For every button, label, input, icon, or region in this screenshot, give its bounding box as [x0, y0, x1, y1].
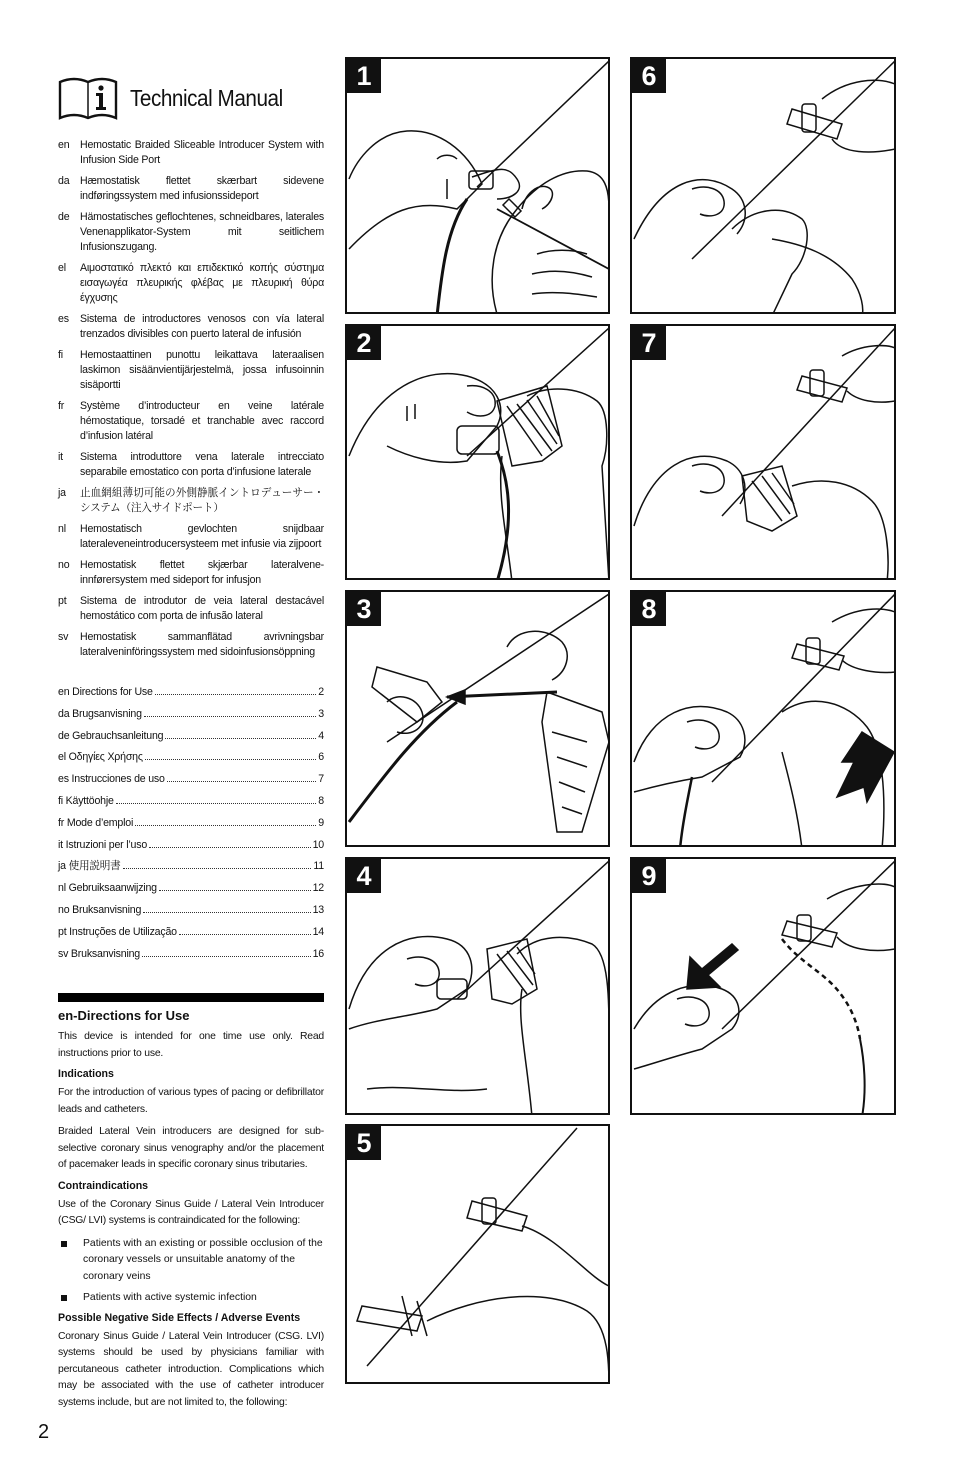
toc-entry[interactable]: [58, 856, 324, 878]
toc-leader: [167, 781, 317, 782]
language-code: pt: [58, 595, 67, 607]
toc-label: en Directions for Use: [58, 686, 153, 698]
toc-leader: [145, 759, 317, 760]
language-code: en: [58, 139, 70, 151]
toc-entry[interactable]: [58, 813, 324, 835]
language-entry: [58, 594, 324, 624]
step-illustration-8: [632, 592, 896, 847]
step-illustration-4: [347, 859, 610, 1115]
language-entry: [58, 174, 324, 204]
language-code: ja: [58, 487, 66, 499]
toc-entry[interactable]: [58, 835, 324, 857]
language-title: Hemostatisk sammanflätad avrivningsbar lateralveninföringssystem med sidoinfusionsöppning: [80, 631, 324, 658]
language-code: fr: [58, 400, 65, 412]
bullet-item: Patients with active systemic infection: [58, 1290, 324, 1307]
language-entry: [58, 348, 324, 393]
toc-entry[interactable]: [58, 922, 324, 944]
step-illustration-1: [347, 59, 610, 314]
toc-page: 13: [312, 903, 324, 916]
step-number-7: 7: [632, 326, 666, 360]
step-panel-9: [630, 857, 896, 1115]
toc-leader: [165, 738, 316, 739]
language-title: Αιμοστατικό πλεκτό και επιδεκτικό κοπής σύστημα εισαγωγέα πλευρικής φλέβας με πλευρική θύρα έγχυσης: [80, 262, 324, 304]
language-title: Hämostatisches geflochtenes, schneidbares, laterales Venenapplikator-System mit seitlichem Infusionszugang.: [80, 211, 324, 253]
step-number-9: 9: [632, 859, 666, 893]
toc-label: no Bruksanvisning: [58, 903, 142, 916]
language-code: de: [58, 211, 70, 223]
step-number-5: 5: [347, 1126, 381, 1160]
toc-page: 14: [312, 925, 324, 938]
toc-entry[interactable]: [58, 878, 324, 900]
toc-entry[interactable]: [58, 726, 324, 748]
toc-leader: [142, 956, 311, 957]
step-illustration-5: [347, 1126, 610, 1384]
indications-text-2: Braided Lateral Vein introducers are designed for sub-selective coronary sinus venography and/or the placement of pacemaker leads in specific coronary sinus tributaries.: [58, 1126, 324, 1171]
step-number-4: 4: [347, 859, 381, 893]
language-entry: [58, 558, 324, 588]
language-title: Hemostatisch gevlochten snijdbaar lateraleveneintroducersysteem met infusie via zijpoort: [80, 523, 324, 550]
step-number-3: 3: [347, 592, 381, 626]
step-number-8: 8: [632, 592, 666, 626]
info-manual-icon: [58, 74, 118, 122]
toc-leader: [179, 934, 311, 935]
language-title: Hemostatisk flettet skjærbar lateralvene-innførersystem med sideport for infusjon: [80, 559, 324, 586]
language-title: Sistema de introductores venosos con vía lateral trenzados divisibles con puerto lateral de infusión: [80, 313, 324, 340]
step-number-6: 6: [632, 59, 666, 93]
language-entry: [58, 399, 324, 444]
toc-label: da Brugsanvisning: [58, 707, 142, 720]
toc-entry[interactable]: [58, 769, 324, 791]
toc-label: sv Bruksanvisning: [58, 947, 140, 960]
step-panel-8: [630, 590, 896, 847]
toc-leader: [123, 868, 312, 869]
page-title: Technical Manual: [130, 84, 283, 111]
toc-page: 8: [318, 794, 324, 807]
language-entry: [58, 522, 324, 552]
toc-label: nl Gebruiksaanwijzing: [58, 882, 157, 895]
page-number: 2: [38, 1421, 50, 1443]
language-title: 止血網組薄切可能の外側静脈イントロデューサー・システム（注入サイドポート）: [80, 487, 324, 514]
bullet-item: Patients with an existing or possible occlusion of the coronary vessels or unsuitable anatomy of the coronary veins: [58, 1236, 324, 1286]
step-illustration-7: [632, 326, 896, 580]
step-panel-2: [345, 324, 610, 580]
step-illustration-6: [632, 59, 896, 314]
toc-entry[interactable]: [58, 704, 324, 726]
toc-page: 7: [318, 773, 324, 786]
section-divider: [58, 993, 324, 1002]
toc-page: 16: [312, 947, 324, 960]
step-illustration-2: [347, 326, 610, 580]
toc-page: 10: [312, 838, 324, 851]
indications-heading: Indications: [58, 1068, 114, 1081]
language-code: da: [58, 175, 70, 187]
toc-label: fr Mode d’emploi: [58, 816, 134, 829]
table-of-contents: [58, 682, 324, 965]
intro-text: This device is intended for one time use only. Read instructions prior to use.: [58, 1031, 324, 1059]
toc-leader: [116, 803, 317, 804]
toc-leader: [159, 890, 311, 891]
toc-label: ja 使用説明書: [58, 860, 121, 873]
toc-leader: [155, 694, 317, 695]
contraindications-text: Use of the Coronary Sinus Guide / Lateral Vein Introducer (CSG/ LVI) systems is contraindicated for the following:: [58, 1198, 324, 1227]
step-panel-1: [345, 57, 610, 314]
language-title: Hemostaattinen punottu leikattava lateraalisen laskimon sisäänvientijärjestelmä, jossa infusoinnin sisäportti: [80, 349, 324, 391]
step-panel-4: [345, 857, 610, 1115]
language-entry: [58, 210, 324, 255]
toc-entry[interactable]: [58, 944, 324, 966]
toc-page: 3: [318, 707, 324, 720]
title-row: [58, 70, 324, 126]
language-title: Hæmostatisk flettet skærbart sidevene indføringssystem med infusionssideport: [80, 175, 324, 202]
language-entry: [58, 312, 324, 342]
toc-page: 11: [313, 860, 324, 873]
language-entry: [58, 138, 324, 168]
step-panel-6: [630, 57, 896, 314]
toc-entry[interactable]: [58, 791, 324, 813]
left-column: [58, 70, 324, 1417]
language-code: el: [58, 262, 66, 274]
language-code: fi: [58, 349, 63, 361]
toc-entry[interactable]: [58, 682, 324, 704]
adverse-text: Coronary Sinus Guide / Lateral Vein Introducer (CSG. LVI) systems should be used by physicians familiar with percutaneous catheter introduction. Complications which may be associated with the use of catheter introducer systems include, but are not limited to, the following:: [58, 1330, 324, 1408]
adverse-heading: Possible Negative Side Effects / Adverse Events: [58, 1311, 301, 1324]
language-title: Sistema introduttore vena laterale intrecciato separabile emostatico con porta d’infusione laterale: [80, 451, 324, 478]
language-entry: [58, 486, 324, 516]
language-code: no: [58, 559, 70, 571]
bullet-icon: [61, 1241, 67, 1247]
step-panel-5: [345, 1124, 610, 1384]
toc-label: fi Käyttöohje: [58, 794, 114, 807]
language-code: nl: [58, 523, 66, 535]
toc-leader: [149, 847, 311, 848]
toc-label: el Οδηγίες Χρήσης: [58, 751, 143, 764]
indications-text: For the introduction of various types of pacing or defibrillator leads and catheters.: [58, 1087, 324, 1115]
toc-page: 9: [318, 816, 324, 829]
toc-leader: [135, 825, 316, 826]
language-code: it: [58, 451, 63, 463]
contraindications-heading: Contraindications: [58, 1179, 149, 1192]
step-number-2: 2: [347, 326, 381, 360]
section-title: en-Directions for Use: [58, 1008, 190, 1024]
toc-page: 2: [318, 686, 324, 698]
toc-leader: [144, 716, 317, 717]
toc-leader: [143, 912, 310, 913]
language-entry: [58, 261, 324, 306]
toc-entry[interactable]: [58, 900, 324, 922]
step-panel-7: [630, 324, 896, 580]
toc-entry[interactable]: [58, 747, 324, 769]
language-title: Hemostatic Braided Sliceable Introducer System with Infusion Side Port: [80, 139, 324, 166]
toc-page: 6: [318, 751, 324, 764]
toc-page: 4: [318, 729, 324, 742]
step-panel-3: [345, 590, 610, 847]
step-number-1: 1: [347, 59, 381, 93]
toc-label: it Istruzioni per l’uso: [58, 838, 148, 851]
toc-label: de Gebrauchsanleitung: [58, 729, 164, 742]
step-illustration-3: [347, 592, 610, 847]
toc-page: 12: [312, 882, 324, 895]
language-code: es: [58, 313, 69, 325]
language-entry: [58, 630, 324, 660]
language-title: Système d’introducteur en veine latérale hémostatique, torsadé et tranchable avec raccord d’infusion latéral: [80, 400, 324, 442]
step-illustration-9: [632, 859, 896, 1115]
language-entry: [58, 450, 324, 480]
toc-label: pt Instruções de Utilização: [58, 925, 177, 938]
language-list: [58, 138, 324, 660]
bullet-icon: [61, 1295, 67, 1301]
language-title: Sistema de introdutor de veia lateral destacável hemostático com porta de infusão lateral: [80, 595, 324, 622]
language-code: sv: [58, 631, 69, 643]
toc-label: es Instrucciones de uso: [58, 773, 165, 786]
